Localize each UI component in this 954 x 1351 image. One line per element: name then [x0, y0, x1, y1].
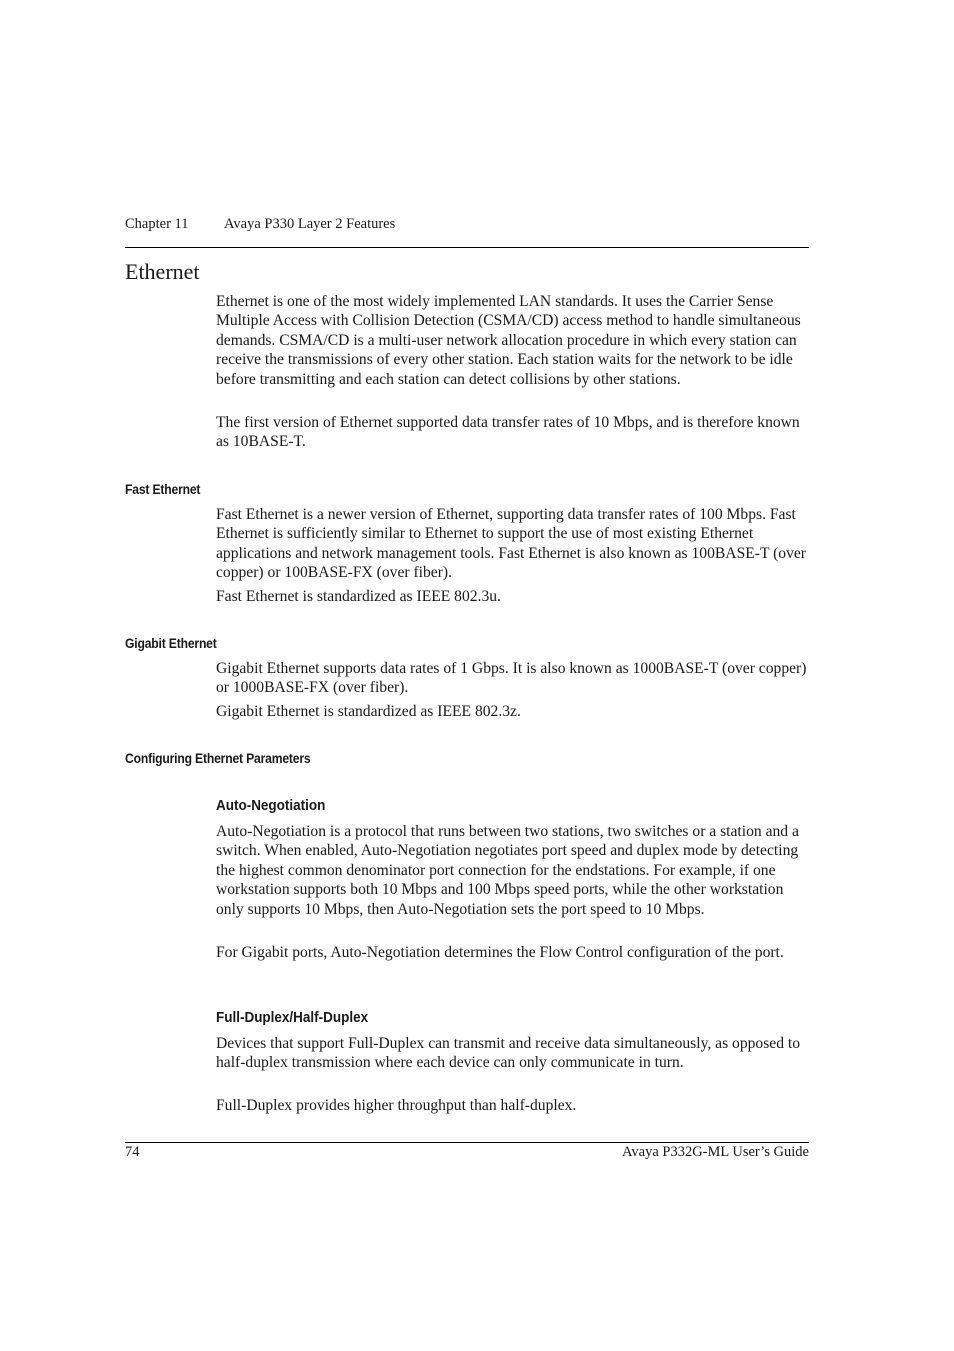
- ethernet-paragraph-2: The first version of Ethernet supported data transfer rates of 10 Mbps, and is therefore known as 10BASE-T.: [216, 414, 800, 451]
- duplex-paragraph-1: Devices that support Full-Duplex can transmit and receive data simultaneously, as opposed to half-duplex transmission where each device can only communicate in turn.: [216, 1035, 801, 1072]
- chapter-number: Chapter 11: [125, 216, 189, 232]
- page-number: 74: [125, 1144, 140, 1160]
- auto-negotiation-heading: Auto-Negotiation: [216, 798, 326, 814]
- configuring-heading: Configuring Ethernet Parameters: [125, 751, 311, 766]
- gigabit-ethernet-paragraph-2: Gigabit Ethernet is standardized as IEEE 802.3z.: [216, 703, 521, 720]
- auto-negotiation-paragraph-1: Auto-Negotiation is a protocol that runs between two stations, two switches or a station and a switch. When enabled, Auto-Negotiation negotiates port speed and duplex mode by detecting the highest common denominator port connection for the endstations. For example, if one workstation supports both 10 Mbps and 100 Mbps speed ports, while the other workstation only supports 10 Mbps, then Auto-Negotiation sets the port speed to 10 Mbps.: [216, 823, 799, 918]
- fast-ethernet-paragraph-1: Fast Ethernet is a newer version of Ethernet, supporting data transfer rates of 100 Mbps. Fast Ethernet is sufficiently similar to Ethernet to support the use of most existing Ethernet applications and network management tools. Fast Ethernet is also known as 100BASE-T (over copper) or 100BASE-FX (over fiber).: [216, 506, 806, 582]
- fast-ethernet-paragraph-2: Fast Ethernet is standardized as IEEE 802.3u.: [216, 588, 501, 605]
- duplex-heading: Full-Duplex/Half-Duplex: [216, 1010, 369, 1026]
- guide-title: Avaya P332G-ML User’s Guide: [622, 1144, 809, 1160]
- chapter-title: Avaya P330 Layer 2 Features: [224, 216, 396, 232]
- section-title: Ethernet: [125, 259, 200, 284]
- auto-negotiation-paragraph-2: For Gigabit ports, Auto-Negotiation determines the Flow Control configuration of the port.: [216, 944, 784, 961]
- header-rule: [125, 247, 809, 248]
- duplex-paragraph-2: Full-Duplex provides higher throughput than half-duplex.: [216, 1097, 577, 1114]
- running-header: [125, 216, 809, 236]
- gigabit-ethernet-paragraph-1: Gigabit Ethernet supports data rates of 1 Gbps. It is also known as 1000BASE-T (over copper) or 1000BASE-FX (over fiber).: [216, 660, 807, 697]
- footer-rule: [125, 1142, 809, 1143]
- fast-ethernet-heading: Fast Ethernet: [125, 482, 201, 497]
- ethernet-paragraph-1: Ethernet is one of the most widely implemented LAN standards. It uses the Carrier Sense Multiple Access with Collision Detection (CSMA/CD) access method to handle simultaneous demands. CSMA/CD is a multi-user network allocation procedure in which every station can receive the transmissions of every other station. Each station waits for the network to be idle before transmitting and each station can detect collisions by other stations.: [216, 293, 801, 388]
- gigabit-ethernet-heading: Gigabit Ethernet: [125, 636, 217, 651]
